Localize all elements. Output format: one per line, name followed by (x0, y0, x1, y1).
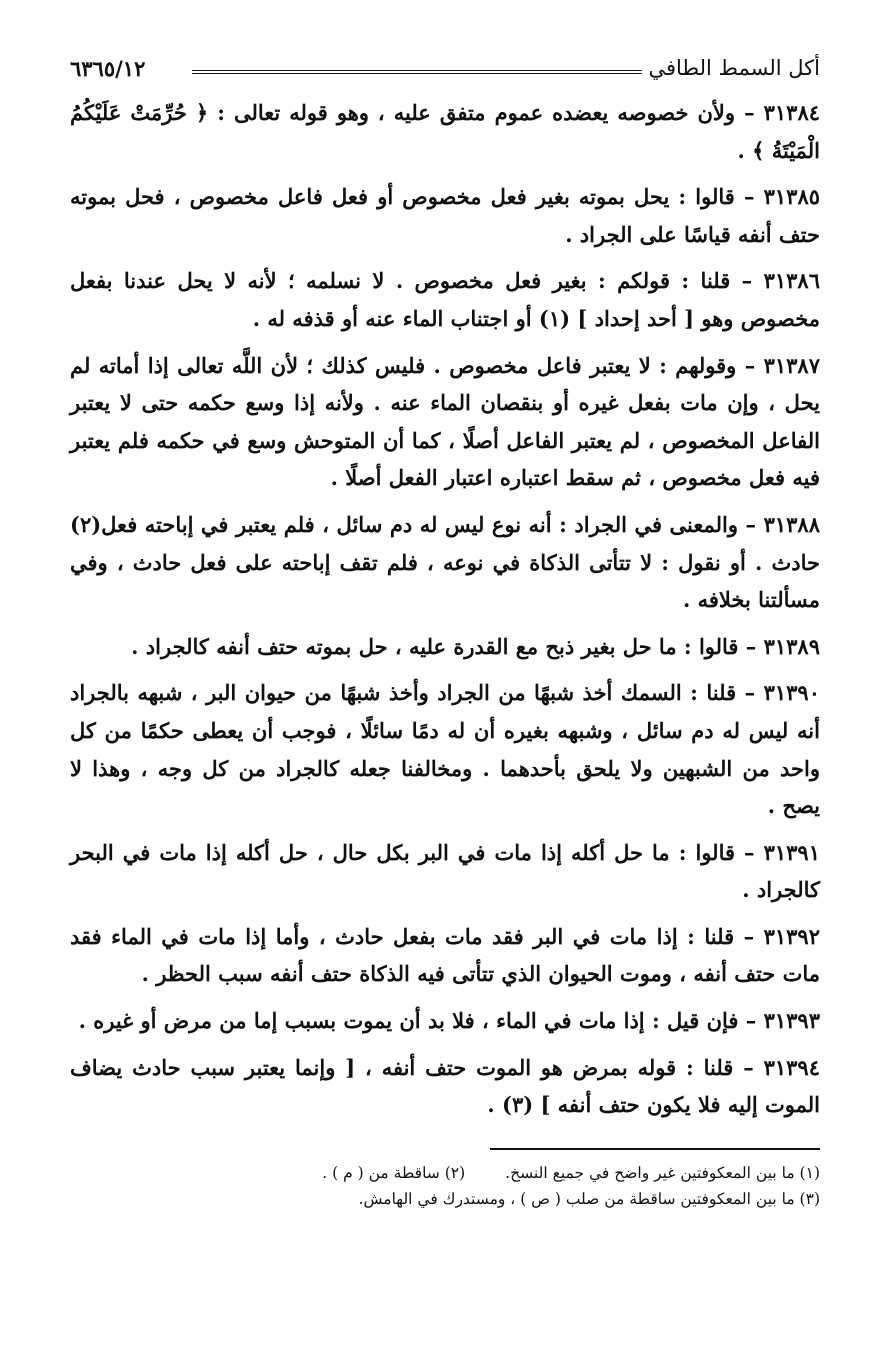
paragraph-number: ٣١٣٨٤ (763, 100, 821, 125)
paragraph-number: ٣١٣٨٩ (763, 633, 820, 659)
body-text (70, 94, 820, 1124)
paragraph-number: ٣١٣٨٥ (763, 184, 821, 210)
paragraph (70, 834, 820, 909)
paragraph (70, 262, 820, 337)
running-title: أكل السمط الطافي (648, 56, 820, 80)
paragraph-number: ٣١٣٩٢ (763, 923, 820, 949)
footnote-row (70, 1186, 820, 1212)
paragraph-number: ٣١٣٨٦ (763, 268, 820, 294)
paragraph (70, 347, 820, 497)
paragraph-text: – قالوا : ما حل بغير ذبح مع القدرة عليه ، حل بموته حتف أنفه كالجراد . (131, 633, 757, 659)
footnote-row (70, 1160, 820, 1186)
page-reference: ٦٣٦٥/١٢ (70, 56, 146, 81)
paragraph-text: – فإن قيل : إذا مات في الماء ، فلا بد أن يموت بسبب إما من مرض أو غيره . (78, 1008, 757, 1034)
paragraph-text: – ولأن خصوصه يعضده عموم متفق عليه ، وهو قوله تعالى : ﴿ حُرِّمَتْ عَلَيْكُمُ الْمَيْتَةُ ﴾ . (70, 100, 820, 163)
paragraph (70, 628, 820, 666)
paragraph-text: – والمعنى في الجراد : أنه نوع ليس له دم سائل ، فلم يعتبر في إباحته فعل(٢) حادث . أو نقول : لا تتأتى الذكاة في نوعه ، فلم تقف إباحته على فعل حادث ، وفي مسألتنا بخلافه . (70, 511, 820, 613)
paragraph (70, 1002, 820, 1040)
footnote-1: (١) ما بين المعكوفتين غير واضح في جميع النسخ. (505, 1163, 820, 1182)
paragraph-number: ٣١٣٨٨ (763, 511, 820, 537)
paragraph (70, 178, 820, 253)
paragraph-text: – قلنا : قولكم : بغير فعل مخصوص . لا نسلمه ؛ لأنه لا يحل عندنا بفعل مخصوص وهو [ أحد إحداد ] (١) أو اجتناب الماء عنه أو قذفه له . (70, 268, 820, 331)
paragraph-number: ٣١٣٩٠ (763, 680, 820, 706)
paragraph-text: – قلنا : السمك أخذ شبهًا من الجراد وأخذ شبهًا من حيوان البر ، شبهه بالجراد أنه ليس له دم سائل ، وشبهه بغيره أن له دمًا سائلًا ، فوجب أن يعطى حكمًا من كل واحد من الشبهين ولا يلحق بأحدهما . ومخالفنا جعله كالجراد من كل وجه ، وهذا لا يصح . (70, 680, 820, 819)
paragraph-text: – قالوا : ما حل أكله إذا مات في البر بكل حال ، حل أكله إذا مات في البحر كالجراد . (70, 839, 820, 903)
footnote-3: (٣) ما بين المعكوفتين ساقطة من صلب ( ص ) ، ومستدرك في الهامش. (358, 1189, 820, 1208)
paragraph-number: ٣١٣٩١ (763, 839, 820, 865)
footnote-2: (٢) ساقطة من ( م ) . (322, 1163, 466, 1182)
paragraph-number: ٣١٣٨٧ (763, 352, 820, 378)
paragraph (70, 1049, 820, 1124)
paragraph (70, 674, 820, 824)
header-rule (192, 70, 642, 78)
paragraph-text: – قالوا : يحل بموته بغير فعل مخصوص أو فعل فاعل مخصوص ، فحل بموته حتف أنفه قياسًا على الجراد . (70, 184, 820, 247)
page-header (70, 50, 820, 84)
paragraph (70, 918, 820, 993)
document-page (70, 50, 820, 1212)
paragraph-text: – قلنا : إذا مات في البر فقد مات بفعل حادث ، وأما إذا مات في الماء فقد مات حتف أنفه ، وموت الحيوان الذي تتأتى فيه الذكاة حتف أنفه سبب الحظر . (70, 923, 820, 987)
paragraph (70, 94, 820, 169)
footnote-separator (490, 1148, 820, 1150)
paragraph-number: ٣١٣٩٤ (763, 1054, 820, 1080)
paragraph-text: – قلنا : قوله بمرض هو الموت حتف أنفه ، [ وإنما يعتبر سبب حادث يضاف الموت إليه فلا يكون حتف أنفه ] (٣) . (70, 1054, 820, 1118)
paragraph-text: – وقولهم : لا يعتبر فاعل مخصوص . فليس كذلك ؛ لأن اللَّه تعالى إذا أماته لم يحل ، وإن مات بفعل غيره أو بنقصان الماء عنه . ولأنه إذا وسع حكمه حتى لا يعتبر الفاعل المخصوص ، لم يعتبر الفاعل أصلًا ، كما أن المتوحش وسع في حكمه فلم يعتبر فيه فعل مخصوص ، ثم سقط اعتباره اعتبار الفعل أصلًا . (70, 352, 820, 491)
paragraph-number: ٣١٣٩٣ (763, 1008, 820, 1034)
footnotes (70, 1160, 820, 1212)
paragraph (70, 506, 820, 619)
